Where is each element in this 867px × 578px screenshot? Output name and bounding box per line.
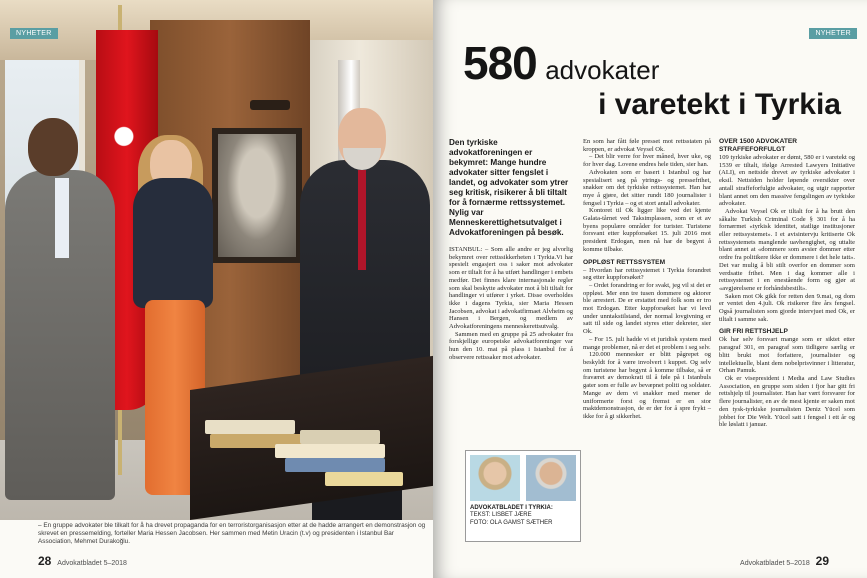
person-left-head — [28, 118, 78, 176]
magazine-name: Advokatbladet 5–2018 — [740, 560, 810, 567]
headline-number: 580 — [463, 37, 537, 89]
picture-lamp — [250, 100, 290, 110]
byline-text — [470, 505, 578, 527]
lead-photo — [0, 0, 433, 520]
paragraph: 120.000 mennesker er blitt pågrepet og beskyldt for å være involvert i kuppet. Og selv om turistene har begynt å komme tilbake, så er fraværet av demokrati til å føle på i Istanbuls gater som er fulle av bevæpnet politi og soldater. Mange av dem vi snakker med mener de uniformerte forst og fremst er en stor maktdemonstrasjon, de er der for å spre frykt – ikke for å gi sikkerhet. — [583, 351, 711, 420]
book — [205, 420, 295, 434]
book-stack — [205, 400, 405, 490]
ingress: Den tyrkiske advokatforeningen er bekymret: Mange hundre advokater sitter fengslet i landet, og advokater som ytrer seg kritisk, risikerer å bli tiltalt for å fornærme rettssystemet. Nylig var Menneskerettighetsutvalget i Advokatforeningen på besøk. — [449, 138, 569, 237]
article-column-3 — [719, 138, 855, 429]
paragraph: – Det blir verre for hver måned, hver uke, og for hver dag. Lovene endres hele tiden, sier han. — [583, 153, 711, 169]
paragraph: ISTANBUL: – Som alle andre er jeg alvorlig bekymret over rettssikkerheten i Tyrkia.Vi har spesielt engasjert oss i saker mot advokater som er tiltalt for å ha utført handlinger i embets medfør. Det finnes klare internasjonale regler som skal beskytte advokater mot å bli tiltalt for handlinger vi utfører i yrket. Disse overholdes ikke i dagens Tyrkia, sier Maria Hessen Jacobsen, advokat i advokatfirmaet Alvheim og Hansen i Bergen, og medlem av Advokatforeningens menneskerettsutvalg. — [449, 246, 573, 331]
subheading: GIR FRI RETTSHJELP — [719, 328, 788, 336]
headline-word: advokater — [545, 55, 660, 85]
photo-caption: – En gruppe advokater ble tilkalt for å ha drevet propaganda for en terroristorganisasjon etter at de hadde arrangert en demonstrasjon og skrevet en pressemelding, forteller Maria Hessen Jacobsen. Her sammen med Metin Uracin (t.v) og presidenten i Istanbul Bar Association, Mehmet Durakoğlu. — [38, 522, 426, 545]
article-column-2 — [583, 138, 711, 421]
page-number: 29 — [815, 554, 829, 568]
paragraph: Ok er visepresident i Media and Law Studies Association, en gruppe som siden i fjor har gitt fri rettshjelp til journalister. Han har vært forsvarer for flere journalister, en av de mest kjente er saken mot den tysk-tyrkiske journalisten Deniz Yücel som jobbet for Die Welt. Yücel satt i fengsel i ett år og ble løslatt i januar. — [719, 374, 855, 429]
headline-line2: i varetekt i Tyrkia — [598, 88, 841, 121]
byline-photographer: FOTO: OLA GAMST SÆTHER — [470, 519, 553, 526]
byline-writer: TEKST: LISBET JÆRE — [470, 512, 532, 519]
person-right-tie — [358, 170, 366, 270]
paragraph: Ok har selv forsvart mange som er siktet etter paragraf 301, en paragraf som tidligere særlig er blitt brukt mot forfattere, journalister og intellektuelle, blant dem nobelprisvinner i litteratur, Orhan Pamuk. — [719, 336, 855, 375]
folio-right — [740, 554, 829, 568]
paragraph: – For 15. juli hadde vi et juridisk system med mange problemer, nå er det et problem i seg selv. — [583, 335, 711, 351]
person-middle-jacket — [133, 178, 213, 308]
section-tag: NYHETER — [809, 28, 857, 39]
book — [300, 430, 380, 444]
folio-left — [38, 554, 127, 568]
book — [285, 458, 385, 472]
paragraph: 109 tyrkiske advokater er dømt, 580 er i varetekt og 1539 er tiltalt, ifølge Arrested Lawyers Initiative (ALI), en nettside drevet av tyrkiske advokater i eksil. Nettsiden holder løpende oversikter over antall straffeforfulgte advokater, og utgir rapporter blant annet om den massive fengslingen av tyrkiske advokater. — [719, 154, 855, 208]
book — [275, 444, 385, 458]
paragraph: Advokaten som er basert i Istanbul og har spesialisert seg på ytrings- og pressefrihet, snakker om det tyrkiske rettssystemet. Han har mye å gjøre, det sitter rundt 180 journalister i fengsel i Tyrkia – og et stort antall advokater. — [583, 168, 711, 207]
paragraph: Kontoret til Ok ligger like ved det kjente Galata-tårnet ved Taksimplassen, som er et av byens populære områder for turister. Turistene forsvant etter kuppforsøket 15. juli 2016 mot president Erdogan, men nå har de begynt å komme tilbake. — [583, 207, 711, 253]
section-tag: NYHETER — [10, 28, 58, 39]
photographer-photo — [526, 455, 576, 501]
paragraph: Advokat Veysel Ok er tiltalt for å ha brutt den såkalte Turkish Criminal Code § 301 for å ha fornærmet «tyrkisk identitet, statlige institusjoner eller rettssystemet». I et avisintervju kritiserte Ok rettssystemets manglende uavhengighet, og uttalte blant annet at «dommere som avsier dommer etter ordre fra politikere ikke er dommere i det hele tatt». Det var mulig å bli stilt overfor en dommer som verdsatte frihet. Men i dag kommer alle i rettssystemet i en enestående form og gjør at «avgjørelsene er forhåndsbestilt». — [719, 207, 855, 292]
paragraph: Sammen med en gruppe på 25 advokater fra forskjellige europeiske advokatforeninger var hun den 10. mai på plass i Istanbul for å observere rettssaker mot advokater. — [449, 330, 573, 361]
byline-heading: ADVOKATBLADET I TYRKIA: — [470, 505, 553, 511]
magazine-name: Advokatbladet 5–2018 — [57, 560, 127, 567]
person-left-shirt — [55, 178, 69, 258]
right-page — [433, 0, 867, 578]
book — [325, 472, 403, 486]
byline-box — [465, 450, 581, 542]
headline — [463, 37, 863, 122]
left-page — [0, 0, 433, 578]
paragraph: – Hvordan har rettssystemet i Tyrkia forandret seg etter kuppforsøket? — [583, 266, 711, 282]
subheading: OPPLØST RETTSSYSTEM — [583, 258, 666, 266]
article-column-1 — [449, 138, 573, 362]
paragraph: En som har fått føle presset mot rettsstaten på kroppen, er advokat Veysel Ok. — [583, 138, 711, 153]
paragraph: – Ordet forandring er for svakt, jeg vil si det er oppløst. Mer enn tre tusen dommere og aktorer ble arrestert. De er erstattet med folk som er tro mot Erdogan. Etter kuppforsøket har vi levd under unntakstilstand, der normal lovgivning er satt til side og landet styres etter dekreter, sier Ok. — [583, 281, 711, 336]
page-number: 28 — [38, 554, 52, 568]
reporter-photo — [470, 455, 520, 501]
paragraph: Saken mot Ok gikk for retten den 9.mai, og dom er ventet den 4.juli. Ok risikerer fire års fengsel. Også journalisten som gjorde intervjuet med Ok, er tiltalt i samme sak. — [719, 292, 855, 323]
subheading: OVER 1500 ADVOKATER STRAFFEFORFULGT — [719, 138, 798, 153]
framed-portrait — [212, 128, 302, 263]
